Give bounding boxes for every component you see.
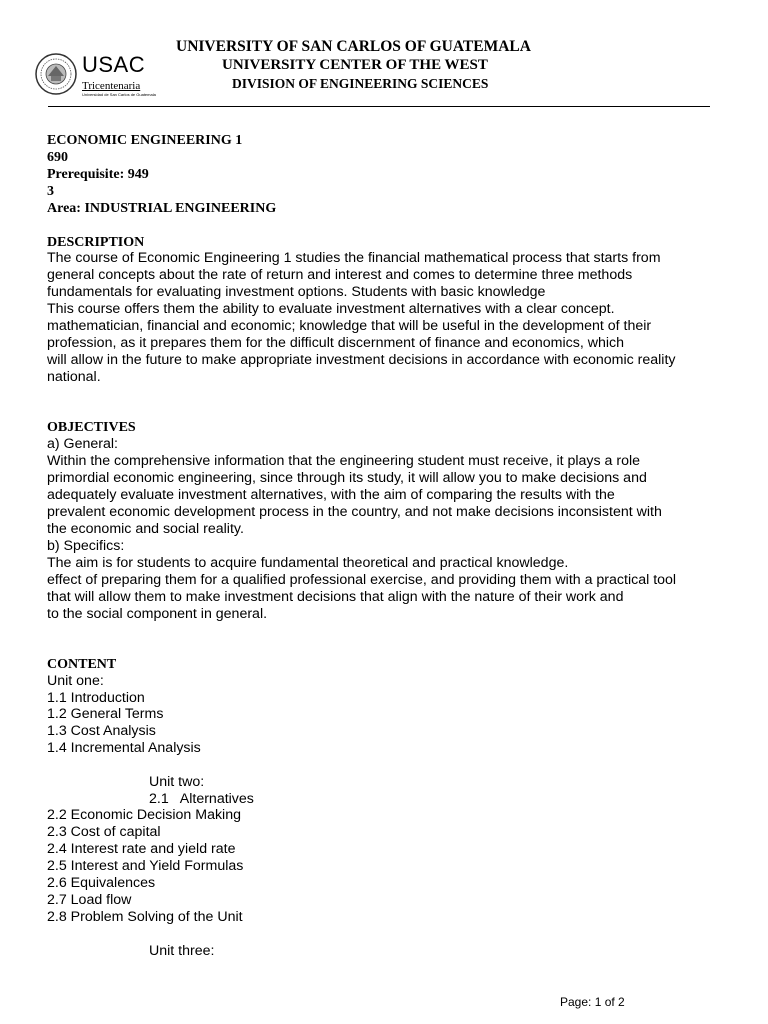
list-item: 1.4 Incremental Analysis bbox=[47, 740, 201, 756]
logo-subtitle: Tricentenaria bbox=[82, 80, 141, 92]
list-item: 2.4 Interest rate and yield rate bbox=[47, 841, 236, 857]
description-line: mathematician, financial and economic; knowledge that will be useful in the development of their bbox=[47, 318, 652, 334]
objectives-line: effect of preparing them for a qualified professional exercise, and providing them with a practical tool bbox=[47, 572, 677, 588]
course-area: Area: INDUSTRIAL ENGINEERING bbox=[47, 201, 277, 216]
description-line: general concepts about the rate of return and interest and comes to determine three methods bbox=[47, 267, 633, 283]
course-name: ECONOMIC ENGINEERING 1 bbox=[47, 133, 243, 148]
unit-one-title: Unit one: bbox=[47, 673, 104, 689]
content-heading: CONTENT bbox=[47, 657, 117, 672]
description-line: The course of Economic Engineering 1 studies the financial mathematical process that starts from bbox=[47, 250, 661, 266]
unit-two-title: Unit two: bbox=[149, 774, 205, 790]
unit-three-title: Unit three: bbox=[149, 943, 215, 959]
description-heading: DESCRIPTION bbox=[47, 235, 145, 250]
list-item: 2.6 Equivalences bbox=[47, 875, 156, 891]
course-prerequisite: Prerequisite: 949 bbox=[47, 167, 149, 182]
list-item: 2.3 Cost of capital bbox=[47, 824, 161, 840]
logo-text: USAC bbox=[82, 52, 146, 77]
objectives-line: The aim is for students to acquire fundamental theoretical and practical knowledge. bbox=[47, 555, 569, 571]
header-divider bbox=[48, 106, 710, 107]
division-title: DIVISION OF ENGINEERING SCIENCES bbox=[232, 76, 489, 91]
objectives-line: primordial economic engineering, since through its study, it will allow you to make decisions and bbox=[47, 470, 647, 486]
objectives-heading: OBJECTIVES bbox=[47, 420, 136, 435]
university-title: UNIVERSITY OF SAN CARLOS OF GUATEMALA bbox=[176, 38, 531, 55]
university-seal-icon bbox=[34, 52, 78, 96]
list-item: 1.3 Cost Analysis bbox=[47, 723, 156, 739]
objectives-line: a) General: bbox=[47, 436, 118, 452]
list-item: 2.2 Economic Decision Making bbox=[47, 807, 241, 823]
objectives-line: the economic and social reality. bbox=[47, 521, 244, 537]
objectives-line: b) Specifics: bbox=[47, 538, 125, 554]
list-item: 1.1 Introduction bbox=[47, 690, 145, 706]
description-line: This course offers them the ability to evaluate investment alternatives with a clear concept. bbox=[47, 301, 615, 317]
description-line: fundamentals for evaluating investment options. Students with basic knowledge bbox=[47, 284, 546, 300]
logo-tiny-text: Universidad de San Carlos de Guatemala bbox=[82, 92, 156, 97]
page-number: Page: 1 of 2 bbox=[560, 995, 625, 1009]
objectives-line: to the social component in general. bbox=[47, 606, 268, 622]
course-credits: 3 bbox=[47, 184, 54, 199]
usac-logo bbox=[30, 46, 180, 98]
list-item: 2.5 Interest and Yield Formulas bbox=[47, 858, 244, 874]
center-title: UNIVERSITY CENTER OF THE WEST bbox=[222, 57, 488, 73]
list-item: 2.7 Load flow bbox=[47, 892, 132, 908]
list-item: 2.8 Problem Solving of the Unit bbox=[47, 909, 243, 925]
list-item: 2.1 Alternatives bbox=[149, 791, 254, 807]
description-line: profession, as it prepares them for the difficult discernment of finance and economics, which bbox=[47, 335, 624, 351]
description-line: will allow in the future to make appropriate investment decisions in accordance with economic reality bbox=[47, 352, 676, 368]
objectives-line: adequately evaluate investment alternatives, with the aim of comparing the results with the bbox=[47, 487, 615, 503]
list-item: 1.2 General Terms bbox=[47, 706, 164, 722]
objectives-line: Within the comprehensive information that the engineering student must receive, it plays a role bbox=[47, 453, 641, 469]
objectives-line: prevalent economic development process in the country, and not make decisions inconsistent with bbox=[47, 504, 662, 520]
description-line: national. bbox=[47, 369, 101, 385]
objectives-line: that will allow them to make investment decisions that align with the nature of their work and bbox=[47, 589, 624, 605]
course-code: 690 bbox=[47, 150, 68, 165]
